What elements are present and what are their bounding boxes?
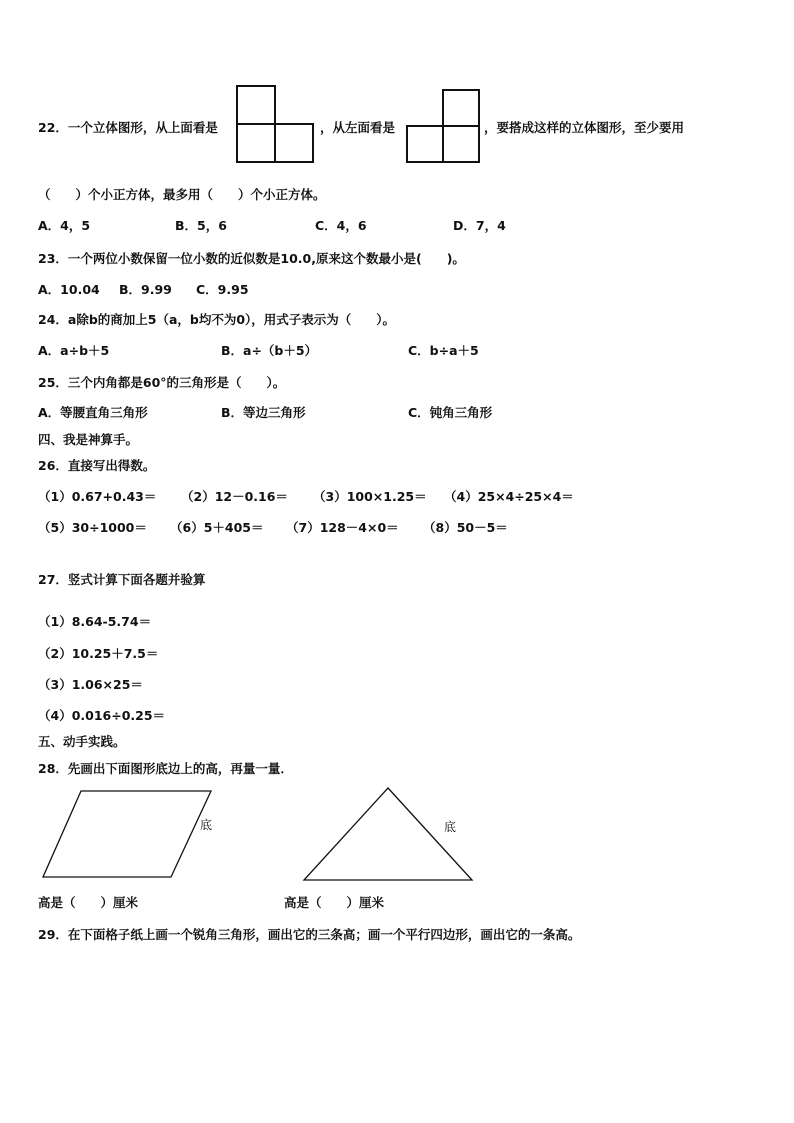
q26-item-7: （7）128－4×0＝ <box>286 520 399 535</box>
q26-item-3: （3）100×1.25＝ <box>313 489 427 504</box>
q26-item-5: （5）30÷1000＝ <box>38 520 147 535</box>
q22-text-part1: 22．一个立体图形，从上面看是 <box>38 120 218 135</box>
q26-item-6: （6）5＋405＝ <box>170 520 264 535</box>
q27-text: 27．竖式计算下面各题并验算 <box>38 572 206 587</box>
q24-option-b[interactable]: B．a÷（b＋5） <box>221 343 318 358</box>
q28-answer-1: 高是（ ）厘米 <box>38 895 139 910</box>
q28-answer-2: 高是（ ）厘米 <box>284 895 385 910</box>
q27-item-4: （4）0.016÷0.25＝ <box>38 708 166 723</box>
q25-option-a[interactable]: A．等腰直角三角形 <box>38 405 148 420</box>
q27-item-1: （1）8.64-5.74＝ <box>38 614 152 629</box>
triangle-base-label: 底 <box>444 820 457 834</box>
q22-option-b[interactable]: B．5，6 <box>175 218 227 233</box>
q23-text: 23．一个两位小数保留一位小数的近似数是10.0,原来这个数最小是( )。 <box>38 251 465 266</box>
q28-text: 28．先画出下面图形底边上的高，再量一量． <box>38 761 293 776</box>
q22-option-a[interactable]: A．4，5 <box>38 218 91 233</box>
q26-item-4: （4）25×4÷25×4＝ <box>444 489 574 504</box>
q23-option-a[interactable]: A．10.04 <box>38 282 100 297</box>
q22-line2: （ ）个小正方体，最多用（ ）个小正方体。 <box>38 187 326 202</box>
q22-text-part3: ，要搭成这样的立体图形，至少要用 <box>484 120 685 135</box>
q25-option-b[interactable]: B．等边三角形 <box>221 405 306 420</box>
q29-text: 29．在下面格子纸上画一个锐角三角形，画出它的三条高；画一个平行四边形，画出它的一条高。 <box>38 927 581 942</box>
q24-text: 24．a除b的商加上5（a，b均不为0），用式子表示为（ ）。 <box>38 312 396 327</box>
q25-text: 25．三个内角都是60°的三角形是（ ）。 <box>38 375 286 390</box>
section-4-heading: 四、我是神算手。 <box>38 432 139 447</box>
q26-item-1: （1）0.67+0.43＝ <box>38 489 157 504</box>
q22-option-d[interactable]: D．7，4 <box>453 218 506 233</box>
q26-item-8: （8）50－5＝ <box>423 520 508 535</box>
parallelogram-figure <box>43 791 211 877</box>
q24-option-c[interactable]: C．b÷a＋5 <box>408 343 479 358</box>
q26-text: 26．直接写出得数。 <box>38 458 156 473</box>
parallelogram-base-label: 底 <box>200 818 213 832</box>
q22-text-part2: ，从左面看是 <box>320 120 396 135</box>
q25-option-c[interactable]: C．钝角三角形 <box>408 405 493 420</box>
q27-item-3: （3）1.06×25＝ <box>38 677 143 692</box>
section-5-heading: 五、动手实践。 <box>38 734 126 749</box>
q23-option-c[interactable]: C．9.95 <box>196 282 249 297</box>
q23-option-b[interactable]: B．9.99 <box>119 282 172 297</box>
q22-option-c[interactable]: C．4，6 <box>315 218 367 233</box>
q27-item-2: （2）10.25＋7.5＝ <box>38 646 159 661</box>
q24-option-a[interactable]: A．a÷b＋5 <box>38 343 110 358</box>
q26-item-2: （2）12－0.16＝ <box>181 489 288 504</box>
